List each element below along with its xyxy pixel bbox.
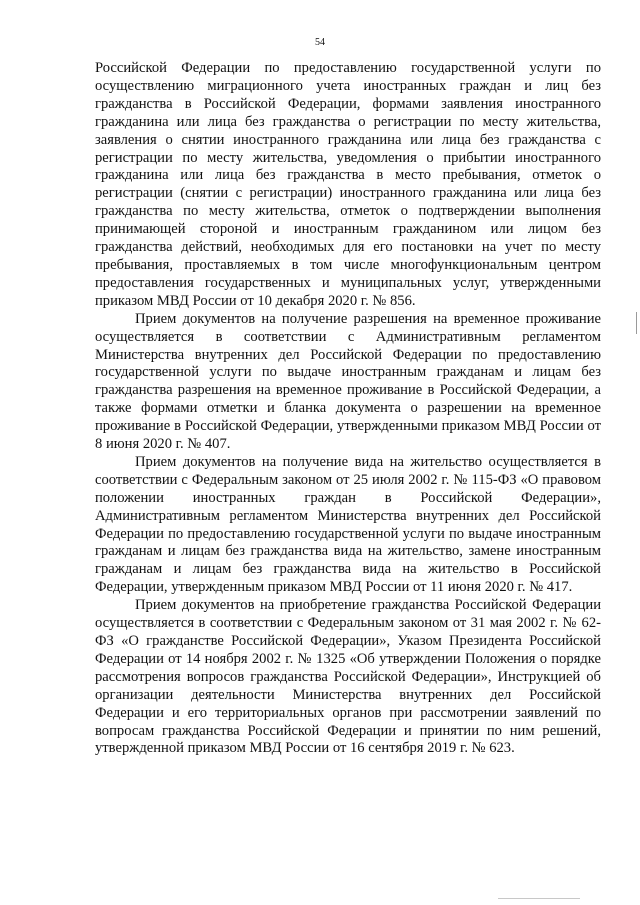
document-body: [95, 60, 601, 758]
paragraph-residence-permit: Прием документов на получение вида на жительство осуществляется в соответствии с Федеральным законом от 25 июля 2002 г. № 115-ФЗ «О правовом положении иностранных граждан в Российской Федерации», Административным регламентом Министерства внутренних дел Российской Федерации по предоставлению государственной услуги по выдаче иностранным гражданам и лицам без гражданства вида на жительство, замене иностранным гражданам и лицам без гражданства вида на жительство в Российской Федерации, утвержденным приказом МВД России от 11 июня 2020 г. № 417.: [95, 453, 601, 596]
paragraph-citizenship: Прием документов на приобретение гражданства Российской Федерации осуществляется в соответствии с Федеральным законом от 31 мая 2002 г. № 62-ФЗ «О гражданстве Российской Федерации», Указом Президента Российской Федерации от 14 ноября 2002 г. № 1325 «Об утверждении Положения о порядке рассмотрения вопросов гражданства Российской Федерации», Инструкцией об организации деятельности Министерства внутренних дел Российской Федерации и его территориальных органов при рассмотрении заявлений по вопросам гражданства Российской Федерации и принятии по ним решений, утвержденной приказом МВД России от 16 сентября 2019 г. № 623.: [95, 597, 601, 757]
scan-margin-mark: [636, 312, 637, 334]
page-number: 54: [315, 37, 325, 48]
paragraph-temporary-residence: Прием документов на получение разрешения на временное проживание осуществляется в соответствии с Административным регламентом Министерства внутренних дел Российской Федерации по предоставлению государственной услуги по выдаче иностранным гражданам и лицам без гражданства разрешения на временное проживание в Российской Федерации, а также формами отметки и бланка документа о разрешении на временное проживание в Российской Федерации, утвержденными приказом МВД России от 8 июня 2020 г. № 407.: [95, 310, 601, 453]
scan-bottom-line: [498, 898, 580, 899]
paragraph-continuation: Российской Федерации по предоставлению государственной услуги по осуществлению миграционного учета иностранных граждан и лиц без гражданства в Российской Федерации, формами заявления иностранного гражданина или лица без гражданства о регистрации по месту жительства, заявления о снятии иностранного гражданина или лица без гражданства с регистрации по месту жительства, уведомления о прибытии иностранного гражданина или лица без гражданства в место пребывания, отметок о регистрации (снятии с регистрации) иностранного гражданина или лица без гражданства по месту жительства, отметок о подтверждении выполнения принимающей стороной и иностранным гражданином или лицом без гражданства действий, необходимых для его постановки на учет по месту пребывания, проставляемых в том числе многофункциональным центром предоставления государственных и муниципальных услуг, утвержденными приказом МВД России от 10 декабря 2020 г. № 856.: [95, 60, 601, 309]
